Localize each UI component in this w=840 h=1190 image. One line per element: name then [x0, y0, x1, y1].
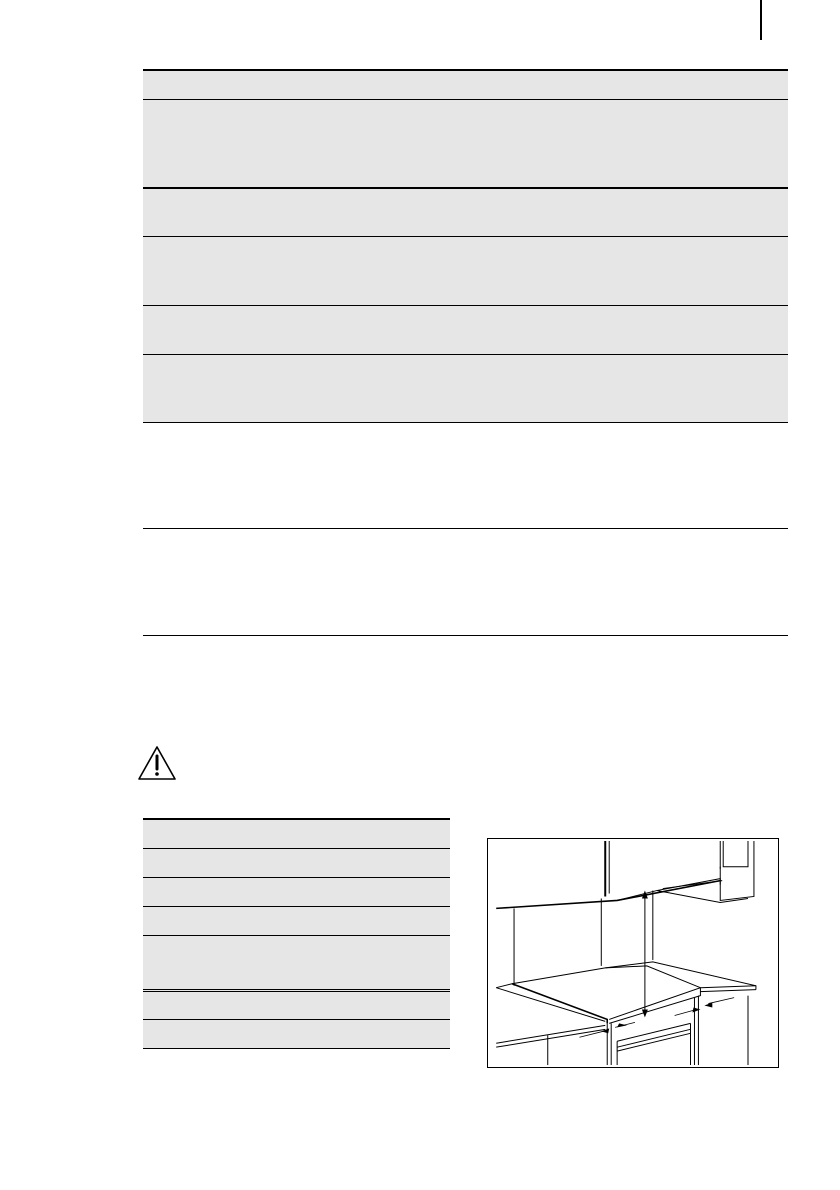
- installation-drawing: [487, 838, 779, 1068]
- table-row: [143, 1020, 450, 1049]
- table-row: [143, 189, 788, 237]
- table-row: [143, 878, 450, 907]
- cooker-hood-clearance-illustration: [488, 839, 778, 1067]
- table-row: [143, 849, 450, 878]
- clearance-table: [143, 818, 450, 1049]
- table-row: [143, 355, 788, 423]
- table-row: [143, 936, 450, 992]
- warning-triangle-icon: [137, 745, 177, 781]
- table-row: [143, 992, 450, 1020]
- page-corner-mark: [760, 0, 762, 40]
- specification-table: [143, 69, 788, 636]
- table-row: [143, 907, 450, 936]
- table-row: [143, 529, 788, 636]
- table-row: [143, 100, 788, 189]
- table-header: [143, 69, 788, 100]
- table-header: [143, 818, 450, 849]
- table-row: [143, 237, 788, 306]
- table-row: [143, 423, 788, 529]
- table-row: [143, 306, 788, 355]
